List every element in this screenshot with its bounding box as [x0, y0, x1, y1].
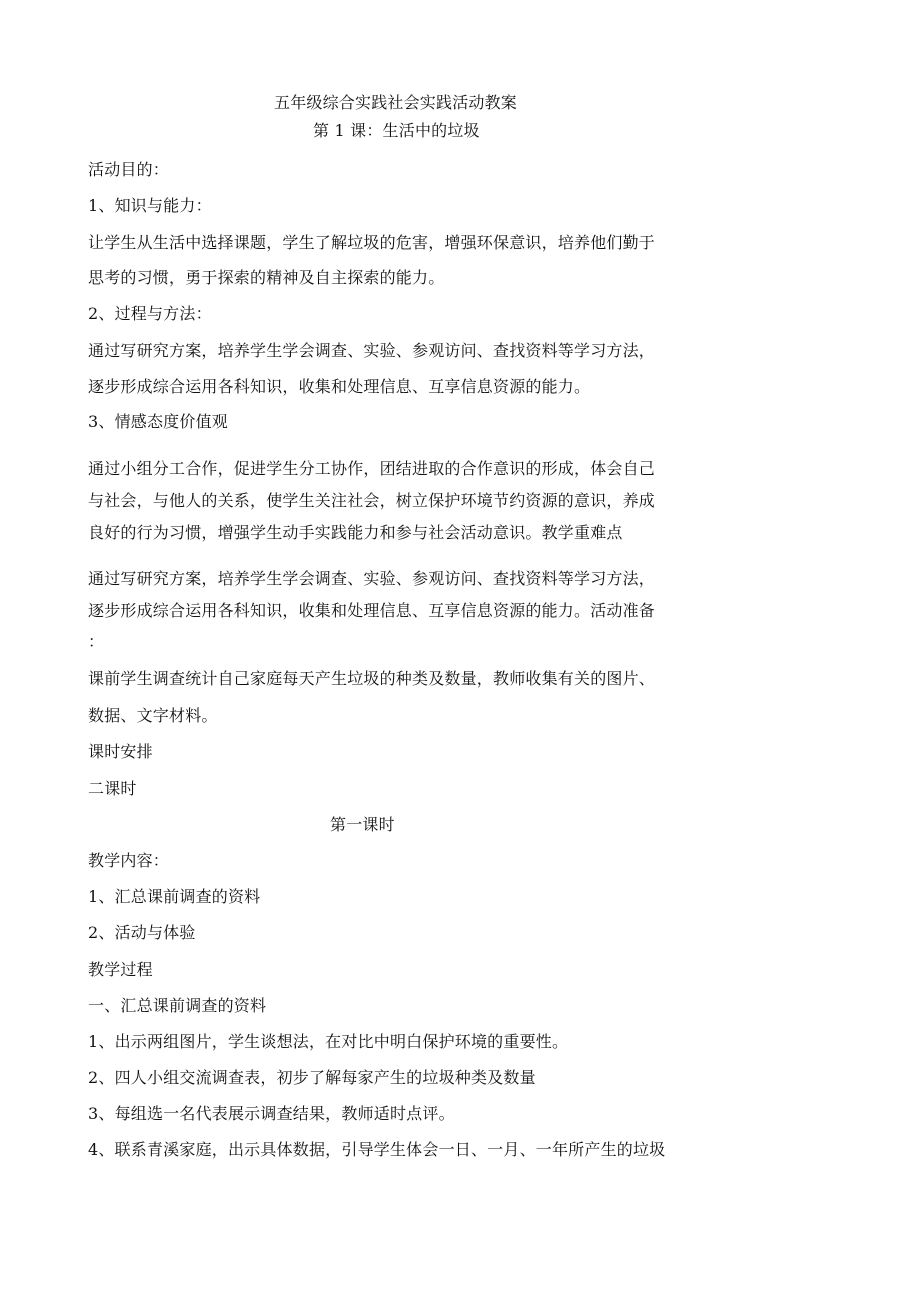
key-points-text-line: ：: [88, 632, 105, 651]
process-section-heading: 一、汇总课前调查的资料: [88, 996, 267, 1015]
lesson-title: 第 1 课：生活中的垃圾: [313, 121, 480, 140]
goal3-text-line: 通过小组分工合作，促进学生分工协作，团结进取的合作意识的形成，体会自己: [88, 459, 656, 478]
goal2-heading: 2、过程与方法：: [88, 304, 212, 323]
goal1-text-line: 思考的习惯，勇于探索的精神及自主探索的能力。: [88, 268, 445, 287]
schedule-heading: 课时安排: [88, 742, 153, 761]
preparation-text-line: 数据、文字材料。: [88, 706, 218, 725]
key-points-text-line: 通过写研究方案，培养学生学会调查、实验、参观访问、查找资料等学习方法，: [88, 569, 656, 588]
activity-goal-heading: 活动目的：: [88, 160, 170, 179]
goal2-text-line: 逐步形成综合运用各科知识，收集和处理信息、互享信息资源的能力。: [88, 377, 591, 396]
schedule-value: 二课时: [88, 779, 137, 798]
goal3-text-line: 良好的行为习惯，增强学生动手实践能力和参与社会活动意识。教学重难点: [88, 523, 623, 542]
content-heading: 教学内容：: [88, 851, 170, 870]
first-lesson-heading: 第一课时: [330, 815, 395, 834]
process-item: 1、出示两组图片，学生谈想法，在对比中明白保护环境的重要性。: [88, 1032, 569, 1051]
goal3-heading: 3、情感态度价值观: [88, 412, 228, 431]
preparation-text-line: 课前学生调查统计自己家庭每天产生垃圾的种类及数量，教师收集有关的图片、: [88, 669, 656, 688]
content-item: 1、汇总课前调查的资料: [88, 887, 261, 906]
goal3-text-line: 与社会，与他人的关系，使学生关注社会，树立保护环境节约资源的意识，养成: [88, 491, 656, 510]
process-heading: 教学过程: [88, 960, 153, 979]
process-item: 4、联系青溪家庭，出示具体数据，引导学生体会一日、一月、一年所产生的垃圾: [88, 1140, 666, 1159]
document-title: 五年级综合实践社会实践活动教案: [274, 93, 518, 112]
key-points-text-line: 逐步形成综合运用各科知识，收集和处理信息、互享信息资源的能力。活动准备: [88, 601, 656, 620]
process-item: 2、四人小组交流调查表，初步了解每家产生的垃圾种类及数量: [88, 1068, 536, 1087]
goal2-text-line: 通过写研究方案，培养学生学会调查、实验、参观访问、查找资料等学习方法，: [88, 341, 656, 360]
goal1-text-line: 让学生从生活中选择课题，学生了解垃圾的危害，增强环保意识，培养他们勤于: [88, 233, 656, 252]
process-item: 3、每组选一名代表展示调查结果，教师适时点评。: [88, 1104, 455, 1123]
goal1-heading: 1、知识与能力：: [88, 196, 212, 215]
content-item: 2、活动与体验: [88, 923, 196, 942]
